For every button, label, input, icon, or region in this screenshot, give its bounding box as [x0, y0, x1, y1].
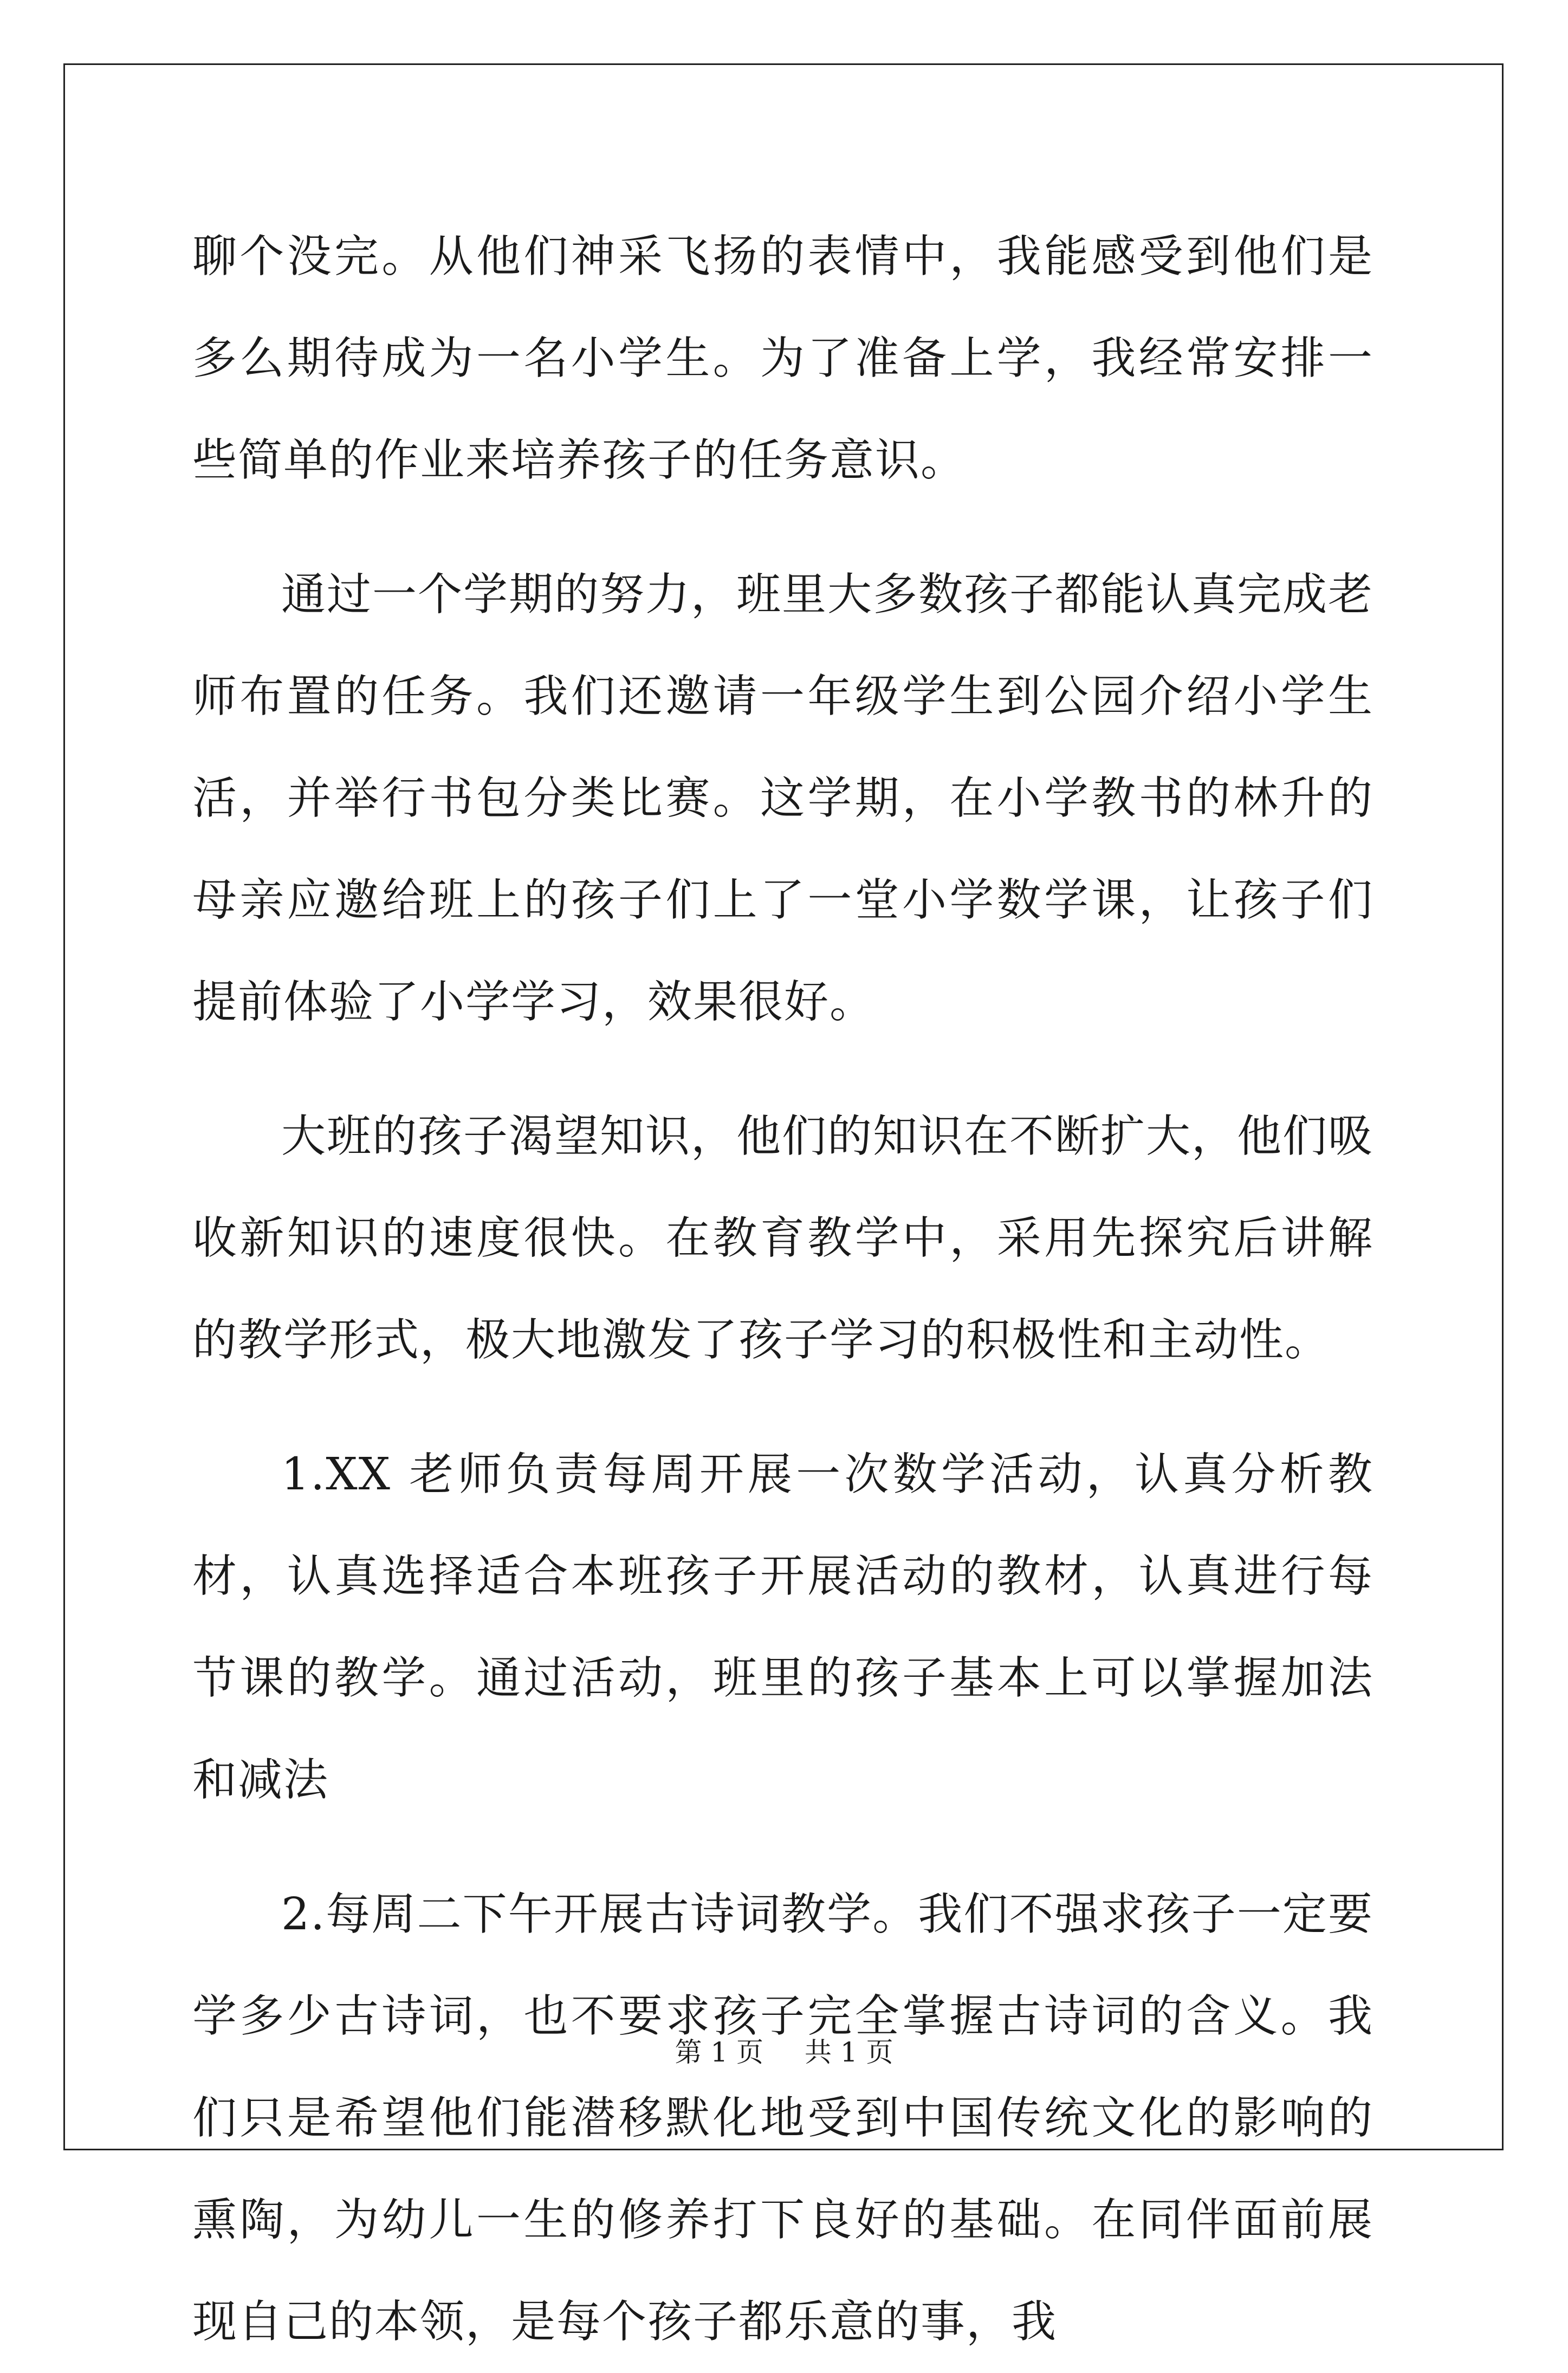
paragraph-5: 2.每周二下午开展古诗词教学。我们不强求孩子一定要学多少古诗词，也不要求孩子完全掌握古诗词的含义。我们只是希望他们能潜移默化地受到中国传统文化的影响的熏陶，为幼儿一生的修养打下良好的基础。在同伴面前展现自己的本领，是每个孩子都乐意的事，我 [192, 1889, 1373, 2348]
paragraph-4: 1.XX 老师负责每周开展一次数学活动，认真分析教材，认真选择适合本班孩子开展活动的教材，认真进行每节课的教学。通过活动，班里的孩子基本上可以掌握加法和减法 [192, 1449, 1373, 1806]
page-number: 第 1 页 [675, 2037, 764, 2068]
paragraph-1: 聊个没完。从他们神采飞扬的表情中，我能感受到他们是多么期待成为一名小学生。为了准备上学，我经常安排一些简单的作业来培养孩子的任务意识。 [192, 231, 1373, 486]
page-total: 共 1 页 [804, 2037, 893, 2068]
page-footer [0, 2036, 1568, 2069]
paragraph-2: 通过一个学期的努力，班里大多数孩子都能认真完成老师布置的任务。我们还邀请一年级学生到公园介绍小学生活，并举行书包分类比赛。这学期，在小学教书的林升的母亲应邀给班上的孩子们上了一堂小学数学课，让孩子们提前体验了小学学习，效果很好。 [192, 569, 1374, 1028]
paragraph-3: 大班的孩子渴望知识，他们的知识在不断扩大，他们吸收新知识的速度很快。在教育教学中，采用先探究后讲解的教学形式，极大地激发了孩子学习的积极性和主动性。 [192, 1111, 1374, 1366]
